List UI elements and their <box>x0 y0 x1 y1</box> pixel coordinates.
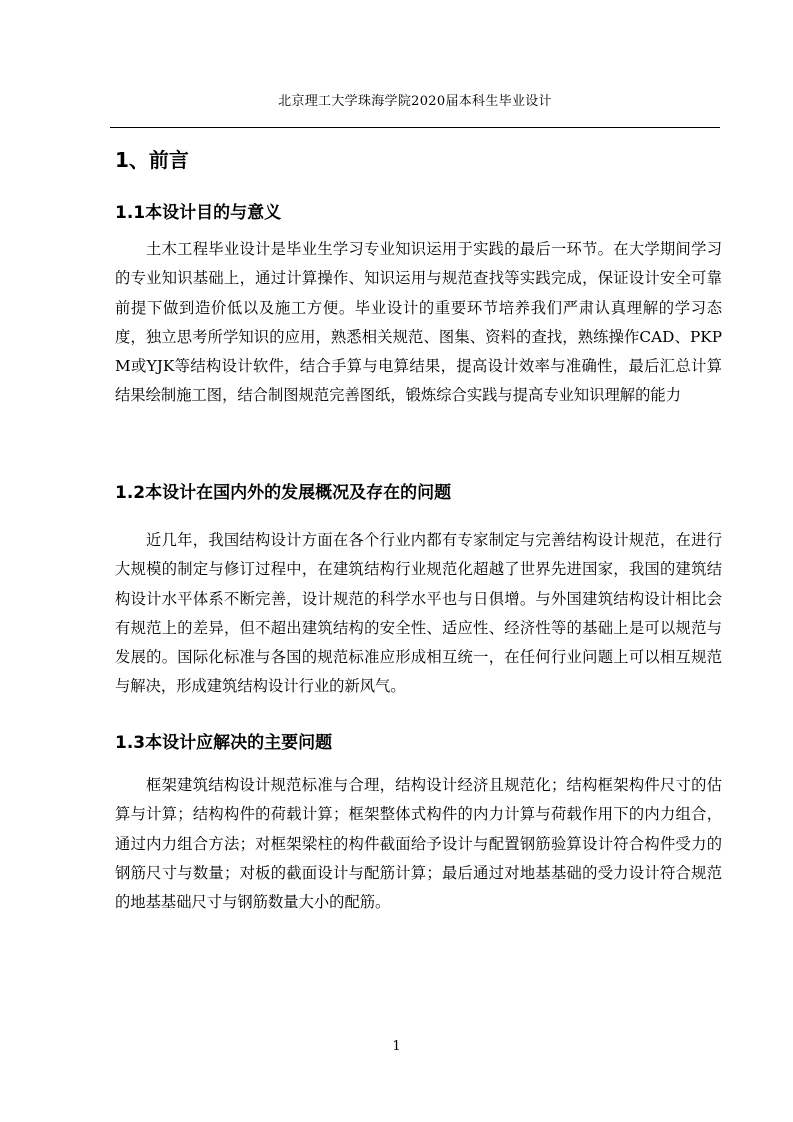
section-paragraph-1-1: 土木工程毕业设计是毕业生学习专业知识运用于实践的最后一环节。在大学期间学习的专业知识基础上，通过计算操作、知识运用与规范查找等实践完成，保证设计安全可靠前提下做到造价低以及施工方便。毕业设计的重要环节培养我们严肃认真理解的学习态度，独立思考所学知识的应用，熟悉相关规范、图集、资料的查找，熟练操作CAD、PKPM或YJK等结构设计软件，结合手算与电算结果，提高设计效率与准确性，最后汇总计算结果绘制施工图，结合制图规范完善图纸，锻炼综合实践与提高专业知识理解的能力 <box>115 240 722 405</box>
section-paragraph-1-3: 框架建筑结构设计规范标准与合理，结构设计经济且规范化；结构框架构件尺寸的估算与计算；结构构件的荷载计算；框架整体式构件的内力计算与荷载作用下的内力组合，通过内力组合方法；对框架梁柱的构件截面给予设计与配置钢筋验算设计符合构件受力的钢筋尺寸与数量；对板的截面设计与配筋计算；最后通过对地基基础的受力设计符合规范的地基基础尺寸与钢筋数量大小的配筋。 <box>115 776 722 912</box>
page-number: 1 <box>392 1039 401 1054</box>
section-paragraph-1-2: 近几年，我国结构设计方面在各个行业内都有专家制定与完善结构设计规范，在进行大规模的制定与修订过程中，在建筑结构行业规范化超越了世界先进国家，我国的建筑结构设计水平体系不断完善，设计规范的科学水平也与日俱增。与外国建筑结构设计相比会有规范上的差异，但不超出建筑结构的安全性、适应性、经济性等的基础上是可以规范与发展的。国际化标准与各国的规范标准应形成相互统一，在任何行业问题上可以相互规范与解决，形成建筑结构设计行业的新风气。 <box>115 531 722 696</box>
chapter-title: 1、前言 <box>115 148 189 172</box>
section-title-1-1: 1.1本设计目的与意义 <box>115 203 282 223</box>
page-header: 北京理工大学珠海学院2020届本科生毕业设计 <box>278 94 552 109</box>
section-title-1-3: 1.3本设计应解决的主要问题 <box>115 733 333 753</box>
section-title-1-2: 1.2本设计在国内外的发展概况及存在的问题 <box>115 483 452 503</box>
header-divider <box>110 127 720 128</box>
